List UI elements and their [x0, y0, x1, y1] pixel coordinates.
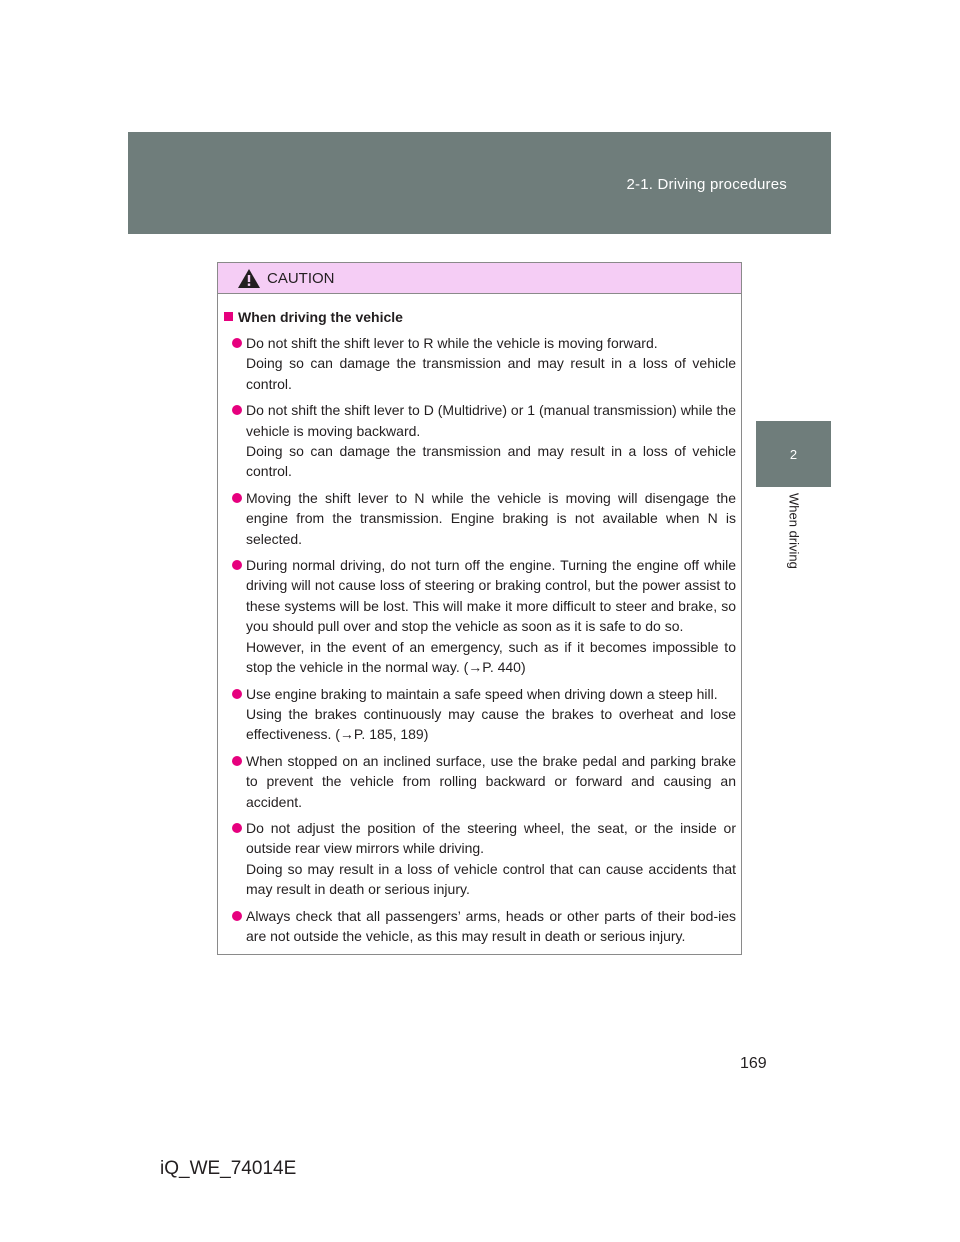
- caution-title: CAUTION: [267, 270, 335, 287]
- square-bullet-icon: [224, 312, 233, 321]
- caution-bullet: [224, 555, 736, 677]
- caution-heading-text: When driving the vehicle: [238, 309, 403, 325]
- bullet-paragraph: Doing so can damage the transmission and may result in a loss of vehicle control.: [246, 355, 736, 392]
- bullet-paragraph: Moving the shift lever to N while the vehicle is moving will disengage the engine from the transmission. Engine braking is not available when N is selected.: [246, 489, 736, 547]
- caution-bullet-list: [224, 333, 736, 946]
- bullet-paragraph: Do not shift the shift lever to R while the vehicle is moving forward.: [246, 335, 658, 351]
- caution-bullet: [224, 906, 736, 947]
- bullet-paragraph: Doing so can damage the transmission and may result in a loss of vehicle control.: [246, 443, 736, 480]
- caution-header: [218, 263, 741, 294]
- caution-bullet: [224, 818, 736, 900]
- bullet-paragraph: Do not shift the shift lever to D (Multidrive) or 1 (manual transmission) while the vehicle is moving backward.: [246, 402, 736, 439]
- header-band: [128, 132, 831, 234]
- caution-bullet: [224, 488, 736, 549]
- round-bullet-icon: [232, 560, 242, 570]
- round-bullet-icon: [232, 338, 242, 348]
- bullet-paragraph: Using the brakes continuously may cause the brakes to overheat and lose effectiveness. (→P. 185, 189): [246, 705, 736, 743]
- round-bullet-icon: [232, 756, 242, 766]
- document-code: iQ_WE_74014E: [160, 1158, 297, 1179]
- round-bullet-icon: [232, 405, 242, 415]
- round-bullet-icon: [232, 493, 242, 503]
- caution-section-heading: [224, 307, 736, 327]
- chapter-tab[interactable]: [756, 421, 831, 487]
- caution-box: [217, 262, 742, 955]
- caution-bullet: [224, 333, 736, 394]
- round-bullet-icon: [232, 823, 242, 833]
- section-breadcrumb: 2-1. Driving procedures: [626, 176, 787, 193]
- chapter-number: 2: [789, 447, 798, 462]
- bullet-paragraph: Doing so may result in a loss of vehicle control that can cause accidents that may result in death or serious injury.: [246, 860, 736, 898]
- round-bullet-icon: [232, 689, 242, 699]
- caution-body: [218, 294, 741, 946]
- warning-triangle-icon: [237, 268, 261, 289]
- chapter-label: [752, 493, 836, 583]
- bullet-paragraph: Do not adjust the position of the steering wheel, the seat, or the inside or outside rear view mirrors while driving.: [246, 819, 736, 857]
- caution-bullet: [224, 400, 736, 482]
- bullet-paragraph: However, in the event of an emergency, such as if it becomes impossible to stop the vehicle in the normal way. (→P. 440): [246, 638, 736, 676]
- bullet-paragraph: Always check that all passengers’ arms, heads or other parts of their bod-ies are not outside the vehicle, as this may result in death or serious injury.: [246, 907, 736, 944]
- caution-bullet: [224, 751, 736, 812]
- page-number: 169: [740, 1055, 767, 1072]
- caution-bullet: [224, 684, 736, 745]
- chapter-label-text: When driving: [786, 493, 802, 569]
- bullet-paragraph: When stopped on an inclined surface, use the brake pedal and parking brake to prevent the vehicle from rolling backward or forward and causing an accident.: [246, 752, 736, 810]
- round-bullet-icon: [232, 911, 242, 921]
- bullet-paragraph: Use engine braking to maintain a safe speed when driving down a steep hill.: [246, 685, 718, 702]
- bullet-paragraph: During normal driving, do not turn off the engine. Turning the engine off while driving will not cause loss of steering or braking control, but the power assist to these systems will be lost. This will make it more difficult to steer and brake, so you should pull over and stop the vehicle as soon as it is safe to do so.: [246, 557, 736, 635]
